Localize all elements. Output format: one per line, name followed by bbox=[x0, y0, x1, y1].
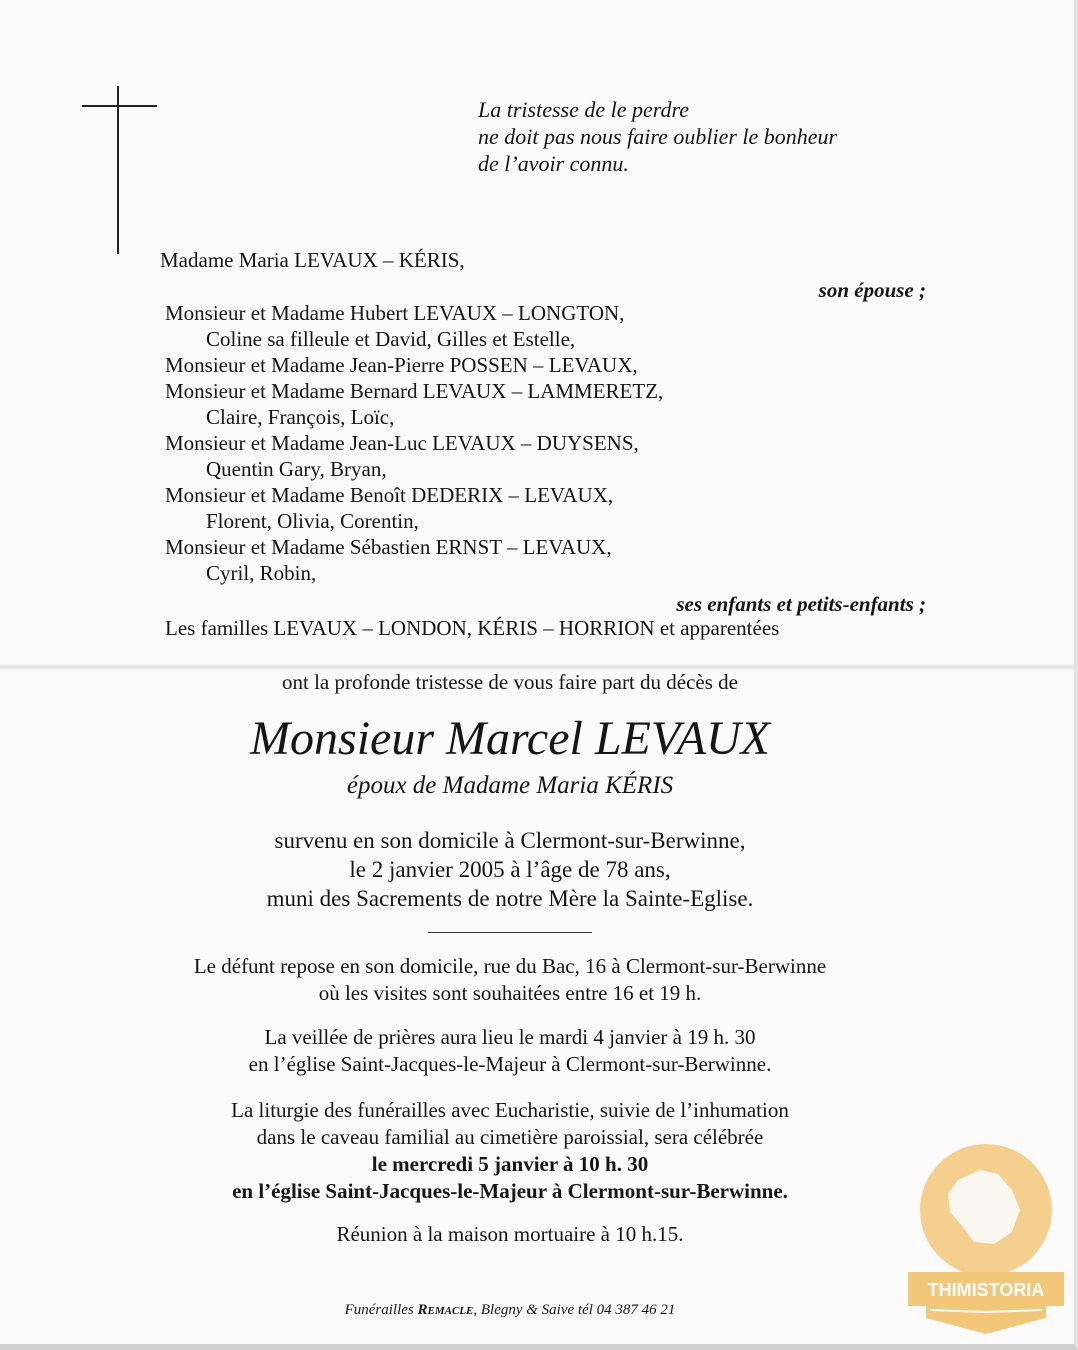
info-line: dans le caveau familial au cimetière paroissial, sera célébrée bbox=[256, 1125, 764, 1149]
families-line: Les familles LEVAUX – LONDON, KÉRIS – HORRION et apparentées bbox=[165, 616, 780, 640]
family-line: Monsieur et Madame Jean-Pierre POSSEN – LEVAUX, bbox=[165, 353, 638, 377]
quote-line: La tristesse de le perdre bbox=[478, 97, 690, 122]
epitaph-quote bbox=[478, 96, 837, 177]
family-line: Monsieur et Madame Bernard LEVAUX – LAMMERETZ, bbox=[165, 379, 664, 403]
family-line: Coline sa filleule et David, Gilles et Estelle, bbox=[206, 327, 576, 351]
liturgy-info bbox=[0, 1097, 1020, 1205]
deceased-name: Monsieur Marcel LEVAUX bbox=[250, 712, 770, 765]
detail-line: survenu en son domicile à Clermont-sur-Berwinne, bbox=[274, 828, 746, 853]
cross-icon-vertical bbox=[117, 86, 119, 254]
family-line: Cyril, Robin, bbox=[206, 561, 317, 585]
family-line: Claire, François, Loïc, bbox=[206, 405, 395, 429]
family-line: Florent, Olivia, Corentin, bbox=[206, 509, 419, 533]
family-line: Monsieur et Madame Sébastien ERNST – LEVAUX, bbox=[165, 535, 612, 559]
info-line: Le défunt repose en son domicile, rue du Bac, 16 à Clermont-sur-Berwinne bbox=[193, 954, 827, 978]
family-line: Monsieur et Madame Benoît DEDERIX – LEVAUX, bbox=[165, 483, 614, 507]
spouse-line: Madame Maria LEVAUX – KÉRIS, bbox=[160, 248, 465, 272]
cross-icon-horizontal bbox=[82, 105, 157, 107]
quote-line: ne doit pas nous faire oublier le bonheur bbox=[478, 124, 838, 149]
detail-line: muni des Sacrements de notre Mère la Sainte-Eglise. bbox=[266, 886, 754, 911]
quote-line: de l’avoir connu. bbox=[478, 151, 629, 176]
deceased-spouse: époux de Madame Maria KÉRIS bbox=[346, 772, 674, 799]
info-line: La liturgie des funérailles avec Eucharistie, suivie de l’inhumation bbox=[231, 1098, 789, 1122]
separator-rule bbox=[428, 932, 592, 933]
funeral-home-footer bbox=[0, 1302, 1020, 1319]
info-line: La veillée de prières aura lieu le mardi 4 janvier à 19 h. 30 bbox=[264, 1025, 756, 1049]
info-line: en l’église Saint-Jacques-le-Majeur à Clermont-sur-Berwinne. bbox=[248, 1052, 772, 1076]
death-details bbox=[0, 826, 1020, 913]
info-line-bold: en l’église Saint-Jacques-le-Majeur à Clermont-sur-Berwinne. bbox=[232, 1179, 788, 1203]
family-line: Monsieur et Madame Hubert LEVAUX – LONGTON, bbox=[165, 301, 625, 325]
info-line: où les visites sont souhaitées entre 16 et 19 h. bbox=[318, 981, 702, 1005]
detail-line: le 2 janvier 2005 à l’âge de 78 ans, bbox=[349, 857, 671, 882]
vigil-info bbox=[0, 1024, 1020, 1078]
announcement-line: ont la profonde tristesse de vous faire part du décès de bbox=[281, 670, 738, 694]
info-line-bold: le mercredi 5 janvier à 10 h. 30 bbox=[371, 1152, 649, 1176]
reunion-info: Réunion à la maison mortuaire à 10 h.15. bbox=[336, 1222, 684, 1246]
spouse-role: son épouse ; bbox=[818, 278, 926, 302]
footer-prefix: Funérailles bbox=[344, 1302, 418, 1318]
footer-brand: Remacle bbox=[417, 1302, 474, 1318]
family-line: Monsieur et Madame Jean-Luc LEVAUX – DUYSENS, bbox=[165, 431, 639, 455]
children-list bbox=[165, 300, 663, 586]
footer-suffix: , Blegny & Saive tél 04 387 46 21 bbox=[473, 1302, 676, 1318]
children-role: ses enfants et petits-enfants ; bbox=[676, 592, 926, 616]
family-line: Quentin Gary, Bryan, bbox=[206, 457, 387, 481]
thimistoria-watermark-logo bbox=[908, 1140, 1064, 1340]
visits-info bbox=[0, 953, 1020, 1007]
logo-text: THIMISTORIA bbox=[927, 1280, 1045, 1300]
